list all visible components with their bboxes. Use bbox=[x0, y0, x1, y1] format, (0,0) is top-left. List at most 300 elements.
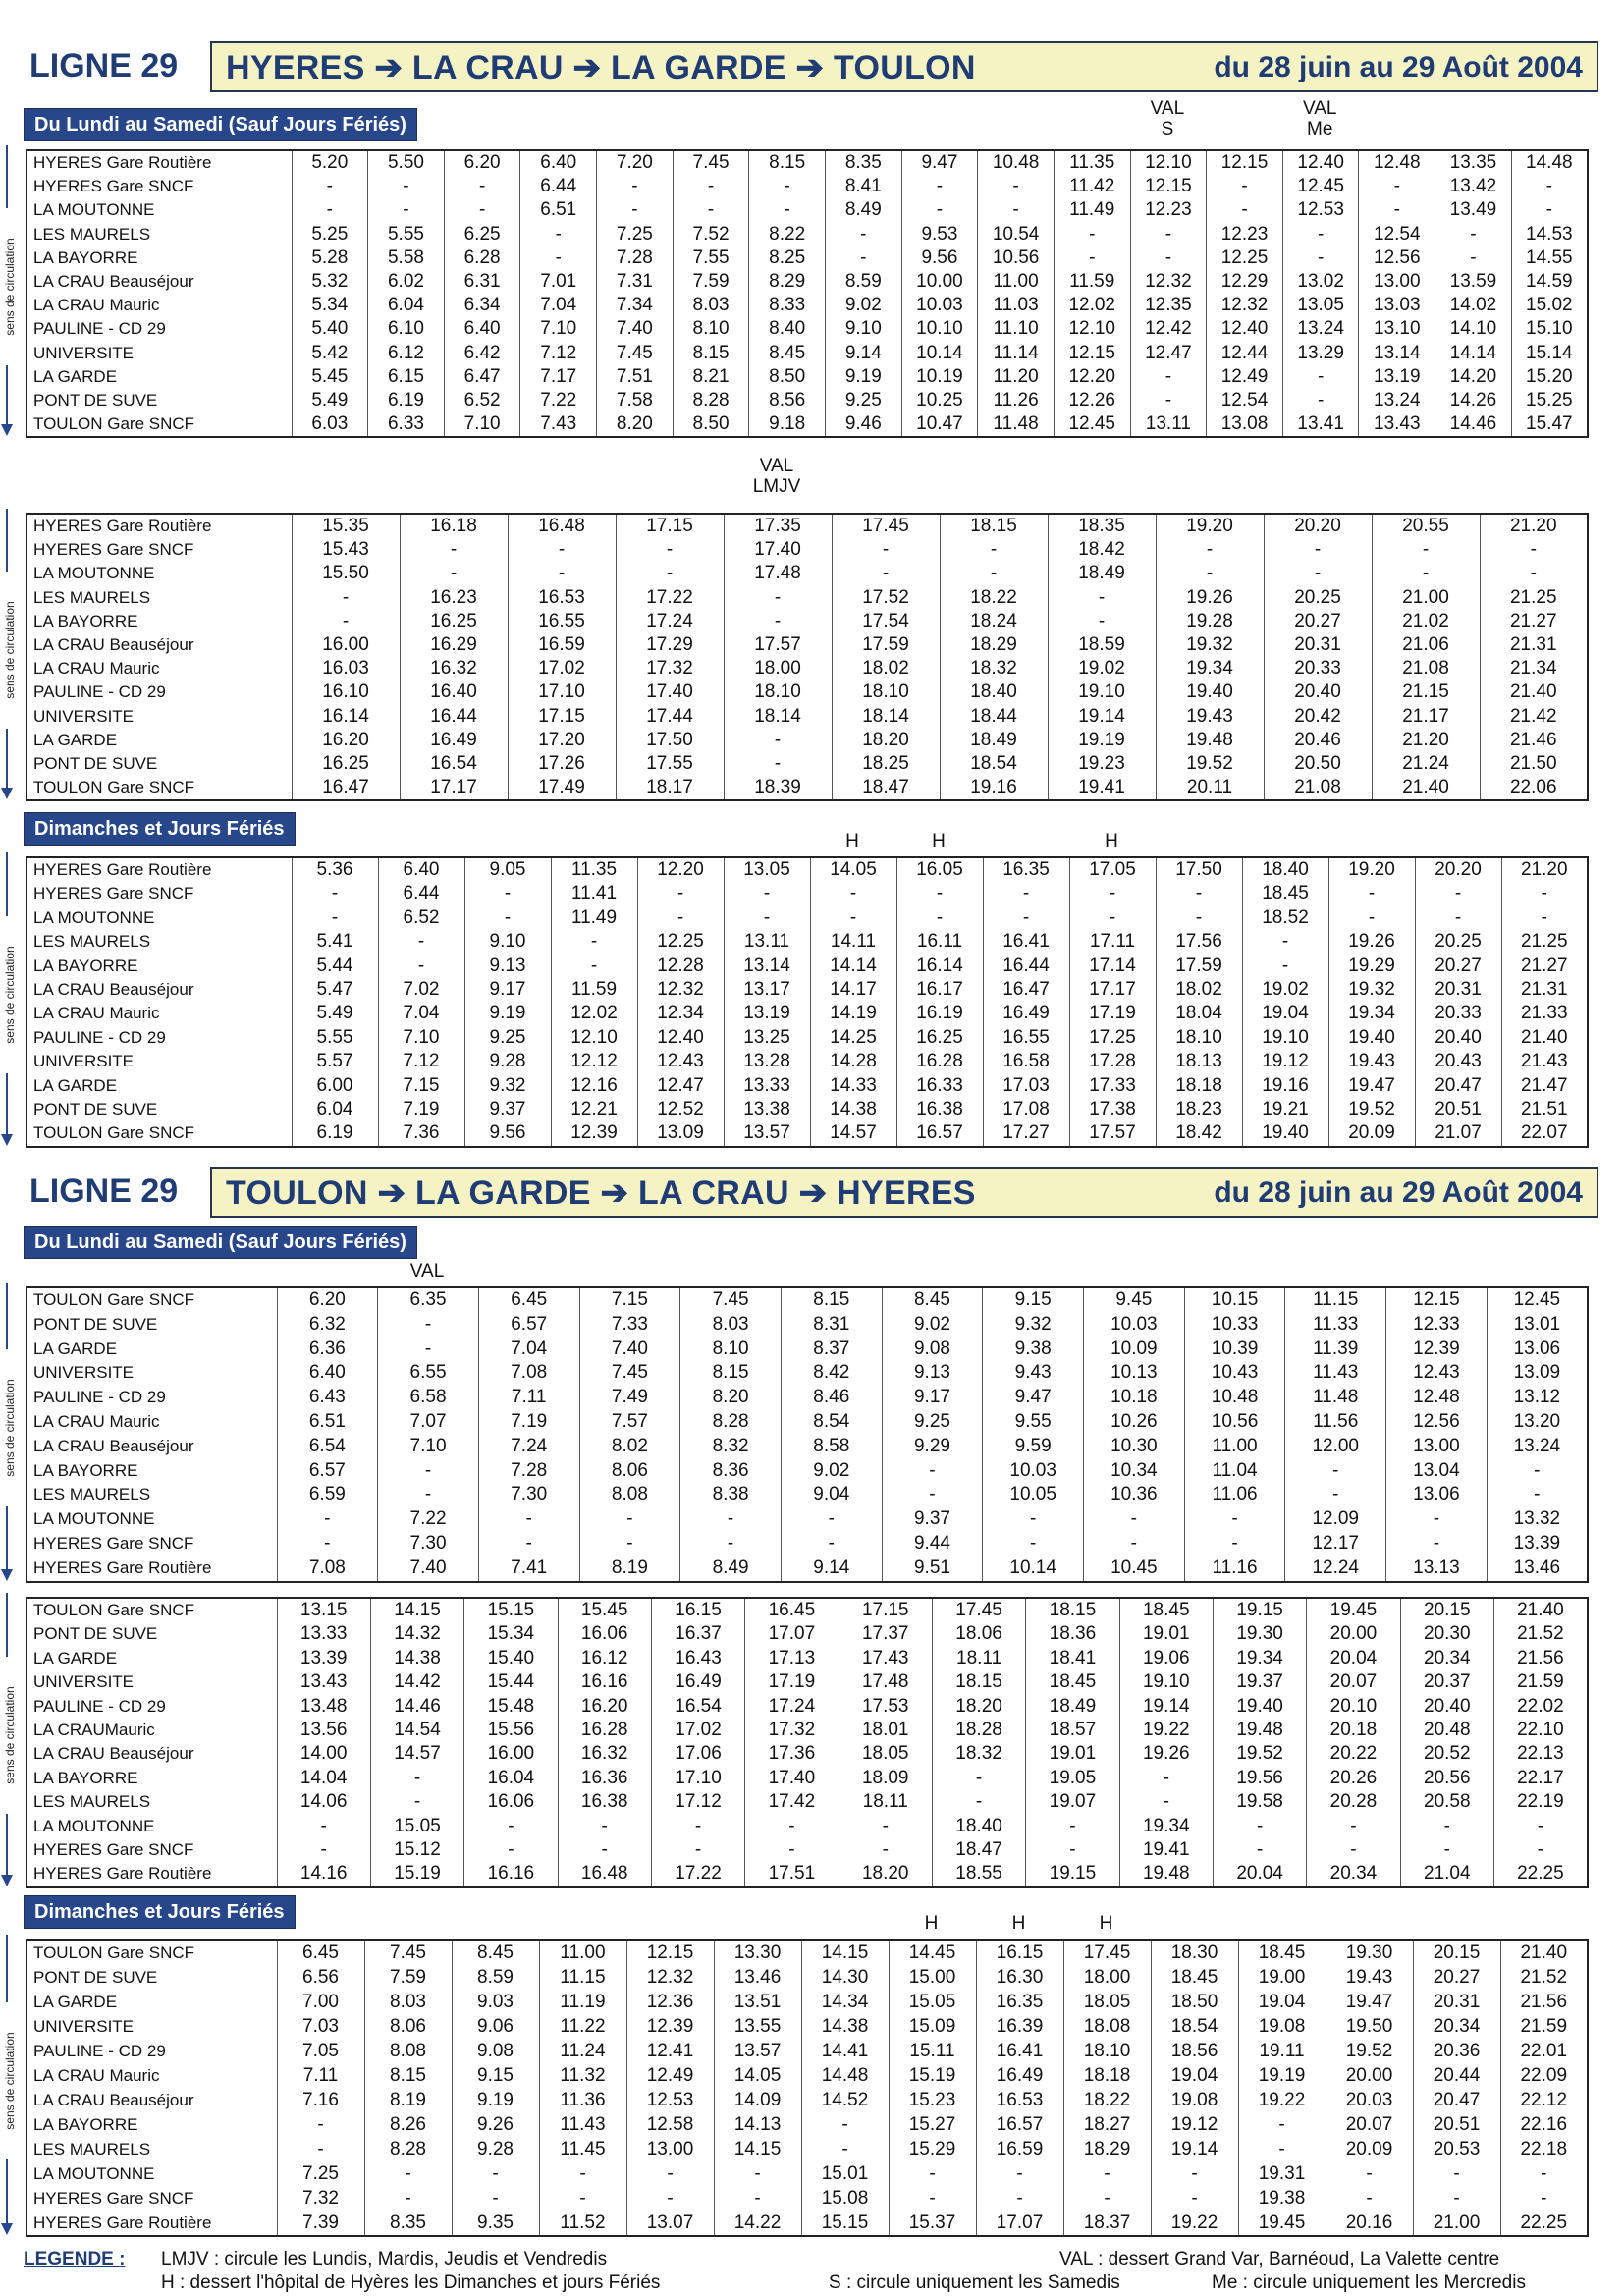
departure-time: 19.56 bbox=[1213, 1767, 1306, 1790]
departure-time: 19.52 bbox=[1326, 2039, 1413, 2063]
departure-time: 10.03 bbox=[1084, 1313, 1185, 1338]
departure-time: - bbox=[680, 1507, 782, 1532]
departure-time: 12.43 bbox=[1386, 1361, 1488, 1386]
departure-time: 8.46 bbox=[781, 1386, 882, 1410]
departure-time: 12.10 bbox=[1054, 317, 1130, 341]
departure-time: 12.36 bbox=[626, 1990, 714, 2014]
departure-time: 7.07 bbox=[378, 1410, 479, 1435]
departure-time: 8.49 bbox=[680, 1557, 782, 1582]
departure-time: 16.44 bbox=[400, 705, 508, 729]
departure-time: 11.00 bbox=[1184, 1435, 1285, 1459]
departure-time: 17.20 bbox=[508, 729, 616, 752]
departure-time: 11.14 bbox=[978, 342, 1055, 365]
departure-time: 5.41 bbox=[292, 930, 378, 954]
departure-time: 22.25 bbox=[1500, 2211, 1588, 2236]
departure-time: 19.15 bbox=[1026, 1862, 1119, 1886]
departure-time: 9.26 bbox=[452, 2112, 539, 2137]
departure-time: 6.51 bbox=[520, 198, 597, 222]
departure-time: 12.40 bbox=[1207, 317, 1283, 341]
departure-time: 18.10 bbox=[724, 681, 832, 704]
departure-time: 21.20 bbox=[1480, 514, 1588, 538]
departure-time: - bbox=[520, 223, 597, 246]
departure-time: 17.51 bbox=[745, 1862, 839, 1886]
departure-time: 18.04 bbox=[1156, 1002, 1242, 1025]
departure-time: 20.42 bbox=[1264, 705, 1372, 729]
table-row bbox=[27, 1719, 1588, 1742]
direction-label: sens de circulation bbox=[3, 208, 17, 365]
departure-time: 20.51 bbox=[1413, 2112, 1500, 2137]
departure-time: - bbox=[368, 198, 445, 222]
departure-time: 10.48 bbox=[1184, 1386, 1285, 1410]
departure-time: - bbox=[976, 2161, 1063, 2186]
departure-time: 7.41 bbox=[478, 1557, 579, 1582]
stop-name: TOULON Gare SNCF bbox=[33, 1943, 195, 1962]
table-row bbox=[27, 270, 1588, 294]
departure-time: - bbox=[508, 562, 616, 585]
table-row bbox=[27, 1026, 1588, 1050]
stop-name: LA CRAU Beauséjour bbox=[33, 2091, 194, 2109]
departure-time: - bbox=[464, 906, 551, 930]
table-row bbox=[27, 1965, 1588, 1990]
departure-time: - bbox=[597, 198, 674, 222]
departure-time: 20.34 bbox=[1413, 2014, 1500, 2039]
departure-time: 8.54 bbox=[781, 1410, 882, 1435]
departure-time: 16.49 bbox=[651, 1670, 744, 1694]
departure-time: 8.25 bbox=[749, 246, 826, 270]
departure-time: - bbox=[1048, 610, 1156, 633]
departure-time: 6.40 bbox=[520, 150, 597, 175]
departure-time: 8.15 bbox=[781, 1287, 882, 1313]
departure-time: 22.06 bbox=[1480, 776, 1588, 800]
departure-time: 18.42 bbox=[1156, 1121, 1242, 1146]
departure-time: 19.14 bbox=[1048, 705, 1156, 729]
timetable bbox=[26, 513, 1589, 801]
departure-time: 17.26 bbox=[508, 752, 616, 776]
departure-time: 13.35 bbox=[1435, 150, 1512, 175]
table-row bbox=[27, 1483, 1588, 1507]
departure-time: 7.40 bbox=[579, 1338, 680, 1362]
departure-time: 13.10 bbox=[1359, 317, 1435, 341]
departure-time: 9.53 bbox=[901, 223, 978, 246]
departure-time: 7.59 bbox=[673, 270, 749, 294]
departure-time: 19.43 bbox=[1326, 1965, 1413, 1990]
stop-name: HYERES Gare Routière bbox=[33, 1864, 212, 1884]
departure-time: - bbox=[1130, 389, 1207, 412]
departure-time: - bbox=[1285, 1483, 1386, 1507]
departure-time: 17.24 bbox=[745, 1695, 839, 1719]
departure-time: 17.40 bbox=[616, 681, 724, 704]
departure-time: 14.13 bbox=[714, 2112, 801, 2137]
departure-time: 10.34 bbox=[1084, 1459, 1185, 1484]
stop-name: LA CRAUMauric bbox=[33, 1721, 155, 1740]
departure-time: 16.12 bbox=[558, 1647, 651, 1670]
departure-time: 12.10 bbox=[551, 1026, 637, 1050]
departure-time: 6.45 bbox=[277, 1940, 364, 1965]
departure-time: 7.45 bbox=[673, 150, 749, 175]
stop-name: LES MAURELS bbox=[33, 2140, 151, 2159]
departure-time: 7.04 bbox=[478, 1338, 579, 1362]
departure-time: 5.34 bbox=[292, 294, 368, 317]
table-row bbox=[27, 1647, 1588, 1670]
departure-time: - bbox=[889, 2186, 976, 2211]
departure-time: - bbox=[1415, 882, 1501, 905]
route-stop: TOULON bbox=[226, 1175, 368, 1212]
table-row bbox=[27, 175, 1588, 198]
departure-time: 13.39 bbox=[1487, 1532, 1588, 1557]
departure-time: 17.19 bbox=[1069, 1002, 1156, 1025]
departure-time: - bbox=[673, 198, 749, 222]
departure-time: - bbox=[673, 175, 749, 198]
departure-time: 7.15 bbox=[378, 1074, 464, 1098]
departure-time: 7.12 bbox=[378, 1050, 464, 1073]
departure-time: 12.41 bbox=[626, 2039, 714, 2063]
departure-time: 22.19 bbox=[1493, 1790, 1587, 1814]
table-row bbox=[27, 1532, 1588, 1557]
departure-time: 13.12 bbox=[1487, 1386, 1588, 1410]
stop-name: PAULINE - CD 29 bbox=[33, 683, 166, 702]
departure-time: 16.10 bbox=[292, 681, 400, 704]
departure-time: 14.33 bbox=[810, 1074, 896, 1098]
departure-time: 16.35 bbox=[976, 1990, 1063, 2014]
departure-time: 9.04 bbox=[781, 1483, 882, 1507]
stop-name: LA CRAU Mauric bbox=[33, 659, 160, 679]
departure-time: 9.10 bbox=[825, 317, 901, 341]
departure-time: 8.45 bbox=[882, 1287, 983, 1313]
departure-time: 19.20 bbox=[1328, 857, 1415, 882]
departure-time: 7.51 bbox=[597, 365, 674, 389]
departure-time: 17.29 bbox=[616, 633, 724, 657]
departure-time: 16.47 bbox=[292, 776, 400, 800]
departure-time: 11.49 bbox=[551, 906, 637, 930]
departure-time: 6.03 bbox=[292, 412, 368, 437]
departure-time: 11.41 bbox=[551, 882, 637, 905]
departure-time: - bbox=[1264, 538, 1372, 562]
departure-time: 17.50 bbox=[616, 729, 724, 752]
departure-time: 18.35 bbox=[1048, 514, 1156, 538]
departure-time: - bbox=[1282, 389, 1359, 412]
stop-name: LA GARDE bbox=[33, 1648, 118, 1667]
service-note-cell bbox=[809, 831, 895, 851]
departure-time: - bbox=[1326, 2161, 1413, 2186]
departure-time: 13.39 bbox=[277, 1647, 370, 1670]
departure-time: 7.36 bbox=[378, 1121, 464, 1146]
departure-time: 13.05 bbox=[1282, 294, 1359, 317]
departure-time: 20.27 bbox=[1264, 610, 1372, 633]
departure-time: 8.03 bbox=[673, 294, 749, 317]
departure-time: 11.59 bbox=[1054, 270, 1130, 294]
departure-time: 18.42 bbox=[1048, 538, 1156, 562]
departure-time: 8.59 bbox=[452, 1965, 539, 1990]
departure-time: 17.02 bbox=[651, 1719, 744, 1742]
departure-time: 14.04 bbox=[277, 1767, 370, 1790]
departure-time: 12.58 bbox=[626, 2112, 714, 2137]
departure-time: 5.57 bbox=[292, 1050, 378, 1073]
departure-time: 22.17 bbox=[1493, 1767, 1587, 1790]
departure-time: 19.22 bbox=[1238, 2088, 1326, 2112]
departure-time: 15.37 bbox=[889, 2211, 976, 2236]
departure-time: 6.36 bbox=[277, 1338, 378, 1362]
departure-time: 9.05 bbox=[464, 857, 551, 882]
table-row bbox=[27, 1507, 1588, 1532]
table-row bbox=[27, 1098, 1588, 1121]
departure-time: 12.23 bbox=[1207, 223, 1283, 246]
departure-time: 11.48 bbox=[978, 412, 1055, 437]
departure-time: 19.11 bbox=[1238, 2039, 1326, 2063]
departure-time: 14.55 bbox=[1511, 246, 1588, 270]
departure-time: - bbox=[1282, 365, 1359, 389]
stop-name: LA CRAU Beauséjour bbox=[33, 1744, 194, 1764]
departure-time: - bbox=[292, 882, 378, 905]
table-row bbox=[27, 1002, 1588, 1025]
departure-time: - bbox=[1493, 1838, 1587, 1862]
table-row bbox=[27, 1410, 1588, 1435]
departure-time: 13.06 bbox=[1487, 1338, 1588, 1362]
departure-time: 19.41 bbox=[1048, 776, 1156, 800]
departure-time: 20.27 bbox=[1413, 1965, 1500, 1990]
departure-time: 9.28 bbox=[464, 1050, 551, 1073]
line-header-return bbox=[24, 1167, 1585, 1216]
departure-time: 6.57 bbox=[277, 1459, 378, 1484]
stop-name: LA CRAU Beauséjour bbox=[33, 1436, 194, 1455]
departure-time: 10.39 bbox=[1184, 1338, 1285, 1362]
departure-time: 17.33 bbox=[1069, 1074, 1156, 1098]
departure-time: 18.18 bbox=[1063, 2063, 1151, 2088]
departure-time: 7.10 bbox=[378, 1026, 464, 1050]
departure-time: - bbox=[1238, 2137, 1326, 2161]
departure-time: 20.04 bbox=[1213, 1862, 1306, 1886]
departure-time: - bbox=[1480, 562, 1588, 585]
departure-time: 18.15 bbox=[940, 514, 1048, 538]
table-row bbox=[27, 1557, 1588, 1582]
departure-time: - bbox=[520, 246, 597, 270]
departure-time: 6.10 bbox=[368, 317, 445, 341]
departure-time: 7.52 bbox=[673, 223, 749, 246]
departure-time: 8.40 bbox=[749, 317, 826, 341]
departure-time: - bbox=[983, 1507, 1084, 1532]
departure-time: 6.19 bbox=[292, 1121, 378, 1146]
departure-time: 17.11 bbox=[1069, 930, 1156, 954]
direction-indicator bbox=[2, 1283, 27, 1579]
departure-time: 16.29 bbox=[400, 633, 508, 657]
departure-time: - bbox=[464, 1838, 558, 1862]
departure-time: 11.20 bbox=[978, 365, 1055, 389]
departure-time: 5.55 bbox=[292, 1026, 378, 1050]
departure-time: 9.06 bbox=[452, 2014, 539, 2039]
departure-time: 19.41 bbox=[1119, 1838, 1213, 1862]
stop-name: LA CRAU Beauséjour bbox=[33, 272, 194, 292]
departure-time: 9.02 bbox=[825, 294, 901, 317]
table-row bbox=[27, 365, 1588, 389]
departure-time: 15.56 bbox=[464, 1719, 558, 1742]
validity-period: du 28 juin au 29 Août 2004 bbox=[1214, 1176, 1583, 1209]
departure-time: 9.25 bbox=[825, 389, 901, 412]
table-row bbox=[27, 681, 1588, 704]
departure-time: 17.19 bbox=[745, 1670, 839, 1694]
departure-time: 8.45 bbox=[452, 1940, 539, 1965]
departure-time: - bbox=[1500, 2186, 1588, 2211]
departure-time: 17.49 bbox=[508, 776, 616, 800]
stop-name: LA BAYORRE bbox=[33, 247, 138, 267]
table-row bbox=[27, 657, 1588, 681]
departure-time: 17.42 bbox=[745, 1790, 839, 1814]
table-row bbox=[27, 633, 1588, 657]
departure-time: 9.17 bbox=[464, 978, 551, 1002]
table-row bbox=[27, 1074, 1588, 1098]
departure-time: 14.15 bbox=[714, 2137, 801, 2161]
departure-time: 12.47 bbox=[1130, 342, 1207, 365]
route-stop: HYERES bbox=[226, 49, 365, 86]
departure-time: 16.57 bbox=[896, 1121, 983, 1146]
departure-time: 18.29 bbox=[940, 633, 1048, 657]
departure-time: 20.51 bbox=[1415, 1098, 1501, 1121]
departure-time: 19.00 bbox=[1238, 1965, 1326, 1990]
departure-time: 17.36 bbox=[745, 1742, 839, 1766]
departure-time: 17.32 bbox=[745, 1719, 839, 1742]
departure-time: - bbox=[1282, 246, 1359, 270]
departure-time: 16.00 bbox=[292, 633, 400, 657]
departure-time: 19.23 bbox=[1048, 752, 1156, 776]
departure-time: 18.08 bbox=[1063, 2014, 1151, 2039]
departure-time: 15.08 bbox=[801, 2186, 889, 2211]
departure-time: 14.42 bbox=[370, 1670, 463, 1694]
departure-time: 17.45 bbox=[1063, 1940, 1151, 1965]
departure-time: 19.48 bbox=[1156, 729, 1264, 752]
departure-time: 12.25 bbox=[1207, 246, 1283, 270]
departure-time: 7.00 bbox=[277, 1990, 364, 2014]
departure-time: - bbox=[882, 1459, 983, 1484]
departure-time: 19.28 bbox=[1156, 610, 1264, 633]
departure-time: 18.54 bbox=[1151, 2014, 1238, 2039]
departure-time: 16.20 bbox=[558, 1695, 651, 1719]
departure-time: 20.31 bbox=[1264, 633, 1372, 657]
departure-time: 17.15 bbox=[616, 514, 724, 538]
legend-lmjv: LMJV : circule les Lundis, Mardis, Jeudis et Vendredis bbox=[161, 2249, 608, 2269]
departure-time: 19.04 bbox=[1242, 1002, 1328, 1025]
departure-time: 8.45 bbox=[749, 342, 826, 365]
departure-time: 14.05 bbox=[810, 857, 896, 882]
departure-time: 13.07 bbox=[626, 2211, 714, 2236]
service-note: H bbox=[845, 831, 859, 851]
departure-time: - bbox=[277, 1507, 378, 1532]
departure-time: - bbox=[1026, 1838, 1119, 1862]
departure-time: 10.05 bbox=[983, 1483, 1084, 1507]
departure-time: - bbox=[277, 1532, 378, 1557]
route-title bbox=[226, 48, 976, 87]
departure-time: 10.48 bbox=[978, 150, 1055, 175]
departure-time: 13.15 bbox=[277, 1598, 370, 1622]
departure-time: - bbox=[801, 2112, 889, 2137]
departure-time: 8.35 bbox=[825, 150, 901, 175]
table-row bbox=[27, 223, 1588, 246]
departure-time: 8.35 bbox=[364, 2211, 452, 2236]
departure-time: 12.15 bbox=[1054, 342, 1130, 365]
departure-time: 21.27 bbox=[1480, 610, 1588, 633]
departure-time: 17.28 bbox=[1069, 1050, 1156, 1073]
departure-time: - bbox=[745, 1838, 839, 1862]
departure-time: 12.56 bbox=[1359, 246, 1435, 270]
departure-time: 21.17 bbox=[1372, 705, 1480, 729]
departure-time: 17.03 bbox=[983, 1074, 1069, 1098]
departure-time: - bbox=[1130, 223, 1207, 246]
departure-time: 6.19 bbox=[368, 389, 445, 412]
departure-time: 19.45 bbox=[1307, 1598, 1400, 1622]
departure-time: 13.33 bbox=[277, 1622, 370, 1646]
departure-time: 16.36 bbox=[558, 1767, 651, 1790]
departure-time: 16.23 bbox=[400, 586, 508, 610]
departure-time: 13.01 bbox=[1487, 1313, 1588, 1338]
stop-name: PAULINE - CD 29 bbox=[33, 1027, 166, 1047]
table-row bbox=[27, 1338, 1588, 1362]
departure-time: 18.44 bbox=[940, 705, 1048, 729]
departure-time: - bbox=[1184, 1507, 1285, 1532]
departure-time: 21.42 bbox=[1480, 705, 1588, 729]
departure-time: 7.45 bbox=[579, 1361, 680, 1386]
departure-time: 15.15 bbox=[801, 2211, 889, 2236]
departure-time: 17.40 bbox=[745, 1767, 839, 1790]
departure-time: 11.19 bbox=[539, 1990, 626, 2014]
departure-time: 16.41 bbox=[976, 2039, 1063, 2063]
departure-time: 11.24 bbox=[539, 2039, 626, 2063]
departure-time: 11.56 bbox=[1285, 1410, 1386, 1435]
table-row bbox=[27, 930, 1588, 954]
departure-time: 15.40 bbox=[464, 1647, 558, 1670]
departure-time: - bbox=[983, 882, 1069, 905]
departure-time: 13.06 bbox=[1386, 1483, 1488, 1507]
departure-time: 13.29 bbox=[1282, 342, 1359, 365]
departure-time: 17.59 bbox=[1156, 955, 1242, 978]
departure-time: 5.32 bbox=[292, 270, 368, 294]
stop-name: UNIVERSITE bbox=[33, 343, 135, 362]
stop-name: HYERES Gare Routière bbox=[33, 860, 212, 879]
departure-time: 7.45 bbox=[364, 1940, 452, 1965]
departure-time: 17.13 bbox=[745, 1647, 839, 1670]
departure-time: 7.55 bbox=[673, 246, 749, 270]
departure-time: 11.15 bbox=[1285, 1287, 1386, 1313]
departure-time: 6.43 bbox=[277, 1386, 378, 1410]
departure-time: 7.25 bbox=[277, 2161, 364, 2186]
departure-time: 16.55 bbox=[508, 610, 616, 633]
departure-time: 19.45 bbox=[1238, 2211, 1326, 2236]
departure-time: 10.09 bbox=[1084, 1338, 1185, 1362]
stop-name: LA MOUTONNE bbox=[33, 1509, 155, 1529]
departure-time: 13.33 bbox=[724, 1074, 810, 1098]
departure-time: - bbox=[901, 198, 978, 222]
departure-time: 19.02 bbox=[1242, 978, 1328, 1002]
route-title bbox=[226, 1174, 976, 1213]
departure-time: - bbox=[378, 1338, 479, 1362]
departure-time: 20.00 bbox=[1326, 2063, 1413, 2088]
departure-time: - bbox=[1400, 1815, 1493, 1838]
departure-time: 18.41 bbox=[1026, 1647, 1119, 1670]
departure-time: 9.29 bbox=[882, 1435, 983, 1459]
departure-time: 5.36 bbox=[292, 857, 378, 882]
departure-time: 13.48 bbox=[277, 1695, 370, 1719]
departure-time: 17.24 bbox=[616, 610, 724, 633]
departure-time: 16.04 bbox=[464, 1767, 558, 1790]
departure-time: 21.40 bbox=[1500, 1940, 1588, 1965]
departure-time: - bbox=[478, 1532, 579, 1557]
departure-time: 7.28 bbox=[478, 1459, 579, 1484]
departure-time: - bbox=[1359, 198, 1435, 222]
departure-time: 16.35 bbox=[983, 857, 1069, 882]
table-row bbox=[27, 317, 1588, 341]
departure-time: 16.37 bbox=[651, 1622, 744, 1646]
route-stop: LA GARDE bbox=[611, 49, 786, 86]
departure-time: 9.56 bbox=[464, 1121, 551, 1146]
departure-time: 12.53 bbox=[1282, 198, 1359, 222]
departure-time: 8.15 bbox=[364, 2063, 452, 2088]
departure-time: - bbox=[539, 2186, 626, 2211]
